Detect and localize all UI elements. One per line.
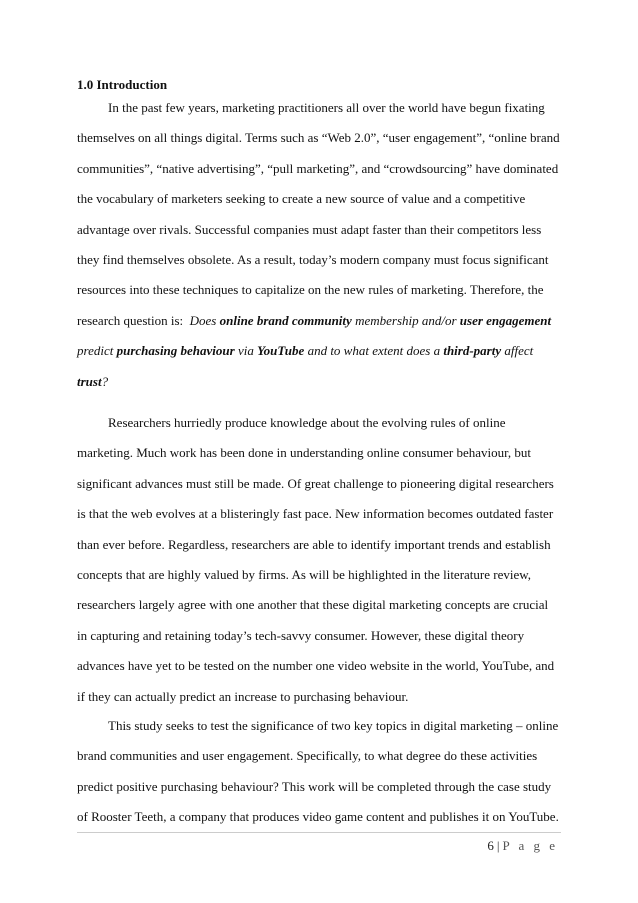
paragraph-introduction: [77, 93, 561, 397]
rq-emphasis: YouTube: [257, 343, 305, 359]
paragraph-introduction-text: In the past few years, marketing practitioners all over the world have begun fixating themselves on all things digital. Terms such as “Web 2.0”, “user engagement”, “online brand communities”, “native advertising”, “pull marketing”, and “crowdsourcing” have dominated the vocabulary of marketers seeking to create a new source of value and a competitive advantage over rivals. Successful companies must adapt faster than their competitors less they find themselves obsolete. As a result, today’s modern company must focus significant resources into these techniques to capitalize on the new rules of marketing. Therefore, the research question is:: [77, 100, 560, 328]
rq-text: Does: [189, 312, 220, 328]
paragraph-study-purpose: This study seeks to test the significance of two key topics in digital marketing – online brand communities and user engagement. Specifically, to what degree do these activities predict positive purchasing behaviour? This work will be completed through the case study of Rooster Teeth, a company that produces video game content and publishes it on YouTube.: [77, 718, 559, 825]
rq-emphasis: online brand community: [219, 312, 352, 328]
rq-text: predict: [77, 343, 117, 359]
paragraph-online-marketing: Researchers hurriedly produce knowledge about the evolving rules of online marketing. Much work has been done in understanding online consumer behaviour, but significant advances must still be made. Of great challenge to pioneering digital researchers is that the web evolves at a blisteringly fast pace. New information becomes outdated faster than ever before. Regardless, researchers are able to identify important trends and establish concepts that are highly valued by firms. As will be highlighted in the literature review, researchers largely agree with one another that these digital marketing concepts are crucial in capturing and retaining today’s tech-savvy consumer. However, these digital theory advances have yet to be tested on the number one video website in the world, YouTube, and if they can actually predict an increase to purchasing behaviour.: [77, 415, 555, 704]
page-number: 6: [487, 838, 494, 853]
page-word: P a g e: [502, 838, 558, 853]
rq-text: membership and/or: [351, 312, 460, 328]
rq-text: via: [234, 343, 258, 359]
rq-text: affect: [501, 343, 534, 359]
rq-emphasis: third-party: [443, 343, 502, 359]
footer-separator: |: [496, 838, 500, 853]
rq-text: ?: [101, 373, 109, 389]
footer-divider: [77, 832, 561, 833]
rq-emphasis: user engagement: [459, 312, 552, 328]
rq-text: and to what extent does a: [304, 343, 444, 359]
rq-emphasis: purchasing behaviour: [116, 343, 235, 359]
section-heading: 1.0 Introduction: [77, 77, 168, 92]
page-footer: [487, 838, 558, 854]
rq-emphasis: trust: [77, 373, 102, 389]
